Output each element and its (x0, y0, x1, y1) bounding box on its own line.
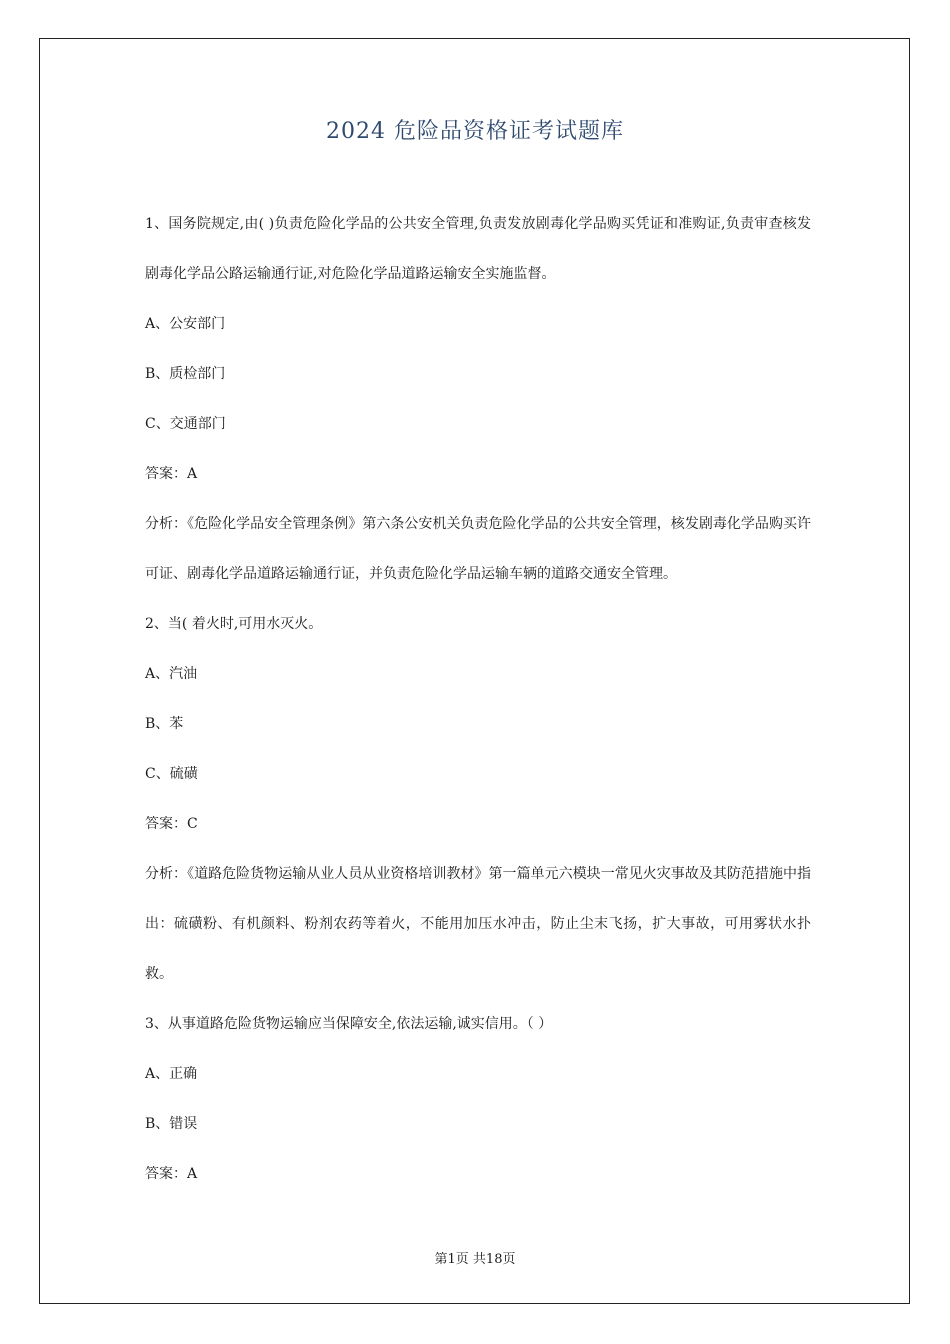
question-list (145, 199, 811, 1199)
question-1-option-c: C、交通部门 (145, 416, 226, 432)
question-2-option-b: B、苯 (145, 716, 184, 732)
question-1-text: 1、国务院规定,由( )负责危险化学品的公共安全管理,负责发放剧毒化学品购买凭证和准购证,负责审查核发剧毒化学品公路运输通行证,对危险化学品道路运输安全实施监督。 (145, 216, 811, 282)
question-2-text: 2、当( 着火时,可用水灭火。 (145, 616, 323, 632)
question-2-option-c: C、硫磺 (145, 766, 198, 782)
question-1-answer: 答案：A (145, 466, 198, 482)
page-number: 第1页 共18页 (434, 1252, 516, 1267)
question-1-option-a: A、公安部门 (145, 316, 226, 332)
question-2-answer: 答案：C (145, 816, 198, 832)
question-2-option-a: A、汽油 (145, 666, 198, 682)
question-3-option-a: A、正确 (145, 1066, 198, 1082)
question-1-option-b: B、质检部门 (145, 366, 226, 382)
question-3-text: 3、从事道路危险货物运输应当保障安全,依法运输,诚实信用。（ ） (145, 1016, 553, 1032)
question-3-answer: 答案：A (145, 1166, 198, 1182)
document-title: 2024 危险品资格证考试题库 (326, 119, 624, 144)
question-3-option-b: B、错误 (145, 1116, 198, 1132)
question-2-analysis: 分析：《道路危险货物运输从业人员从业资格培训教材》第一篇单元六模块一常见火灾事故及其防范措施中指出：硫磺粉、有机颜料、粉剂农药等着火，不能用加压水冲击，防止尘末飞扬，扩大事故，可用雾状水扑救。 (145, 866, 811, 982)
question-1-analysis: 分析：《危险化学品安全管理条例》第六条公安机关负责危险化学品的公共安全管理，核发剧毒化学品购买许可证、剧毒化学品道路运输通行证，并负责危险化学品运输车辆的道路交通安全管理。 (145, 516, 811, 582)
